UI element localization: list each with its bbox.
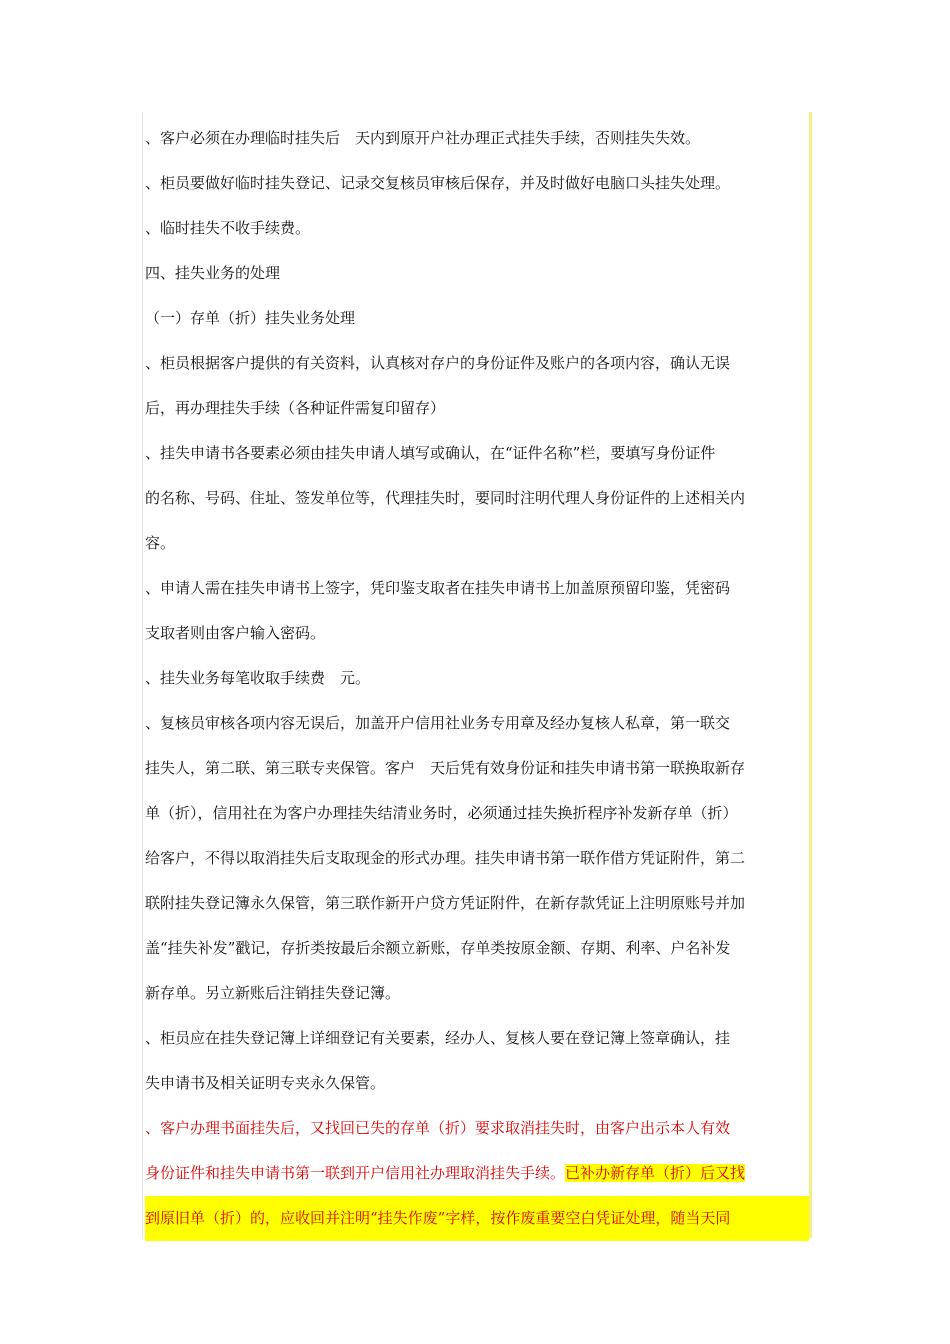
red-paragraph-line: 、客户办理书面挂失后，又找回已失的存单（折）要求取消挂失时，由客户出示本人有效	[145, 1119, 731, 1137]
paragraph-line: 的名称、号码、住址、签发单位等，代理挂失时，要同时注明代理人身份证件的上述相关内	[145, 489, 746, 507]
paragraph-line: 盖“挂失补发”戳记，存折类按最后余额立新账，存单类按原金额、存期、利率、户名补发	[145, 939, 731, 957]
paragraph-line: 、柜员根据客户提供的有关资料，认真核对存户的身份证件及账户的各项内容，确认无误	[145, 354, 731, 372]
paragraph-line: 后，再办理挂失手续（各种证件需复印留存）	[145, 399, 446, 417]
paragraph-line: 、柜员应在挂失登记簿上详细登记有关要素，经办人、复核人要在登记簿上签章确认，挂	[145, 1029, 731, 1047]
paragraph-line: 、申请人需在挂失申请书上签字，凭印鉴支取者在挂失申请书上加盖原预留印鉴，凭密码	[145, 579, 731, 597]
paragraph-line: 、挂失业务每笔收取手续费 元。	[145, 669, 371, 687]
paragraph-line: 、复核员审核各项内容无误后，加盖开户信用社业务专用章及经办复核人私章，第一联交	[145, 714, 731, 732]
paragraph-line: 、挂失申请书各要素必须由挂失申请人填写或确认，在“证件名称”栏，要填写身份证件	[145, 444, 716, 462]
paragraph-line: 给客户，不得以取消挂失后支取现金的形式办理。挂失申请书第一联作借方凭证附件，第二	[145, 849, 746, 867]
paragraph-line: 联附挂失登记簿永久保管，第三联作新开户贷方凭证附件，在新存款凭证上注明原账号并加	[145, 894, 746, 912]
paragraph-line: 单（折），信用社在为客户办理挂失结清业务时，必须通过挂失换折程序补发新存单（折）	[145, 804, 738, 822]
paragraph-line: 支取者则由客户输入密码。	[145, 624, 326, 642]
highlighted-paragraph-line: 到原旧单（折）的，应收回并注明“挂失作废”字样，按作废重要空白凭证处理，随当天同	[145, 1196, 809, 1241]
subsection-heading: （一）存单（折）挂失业务处理	[145, 309, 356, 327]
paragraph-line: 失申请书及相关证明专夹永久保管。	[145, 1074, 386, 1092]
list-item: 、柜员要做好临时挂失登记、记录交复核员审核后保存，并及时做好电脑口头挂失处理。	[145, 174, 731, 192]
list-item: 、客户必须在办理临时挂失后 天内到原开户社办理正式挂失手续，否则挂失失效。	[145, 129, 701, 147]
paragraph-line: 容。	[145, 534, 176, 552]
section-heading: 四、挂失业务的处理	[145, 264, 281, 282]
document-page	[142, 112, 811, 1238]
right-margin-rule	[809, 112, 812, 1238]
list-item: 、临时挂失不收手续费。	[145, 219, 311, 237]
paragraph-line: 挂失人，第二联、第三联专夹保管。客户 天后凭有效身份证和挂失申请书第一联换取新存	[145, 759, 746, 777]
paragraph-line: 新存单。另立新账后注销挂失登记簿。	[145, 984, 401, 1002]
red-text: 身份证件和挂失申请书第一联到开户信用社办理取消挂失手续。	[145, 1164, 566, 1182]
highlighted-text: 已补办新存单（折）后又找	[565, 1164, 746, 1182]
mixed-paragraph-line	[145, 1151, 809, 1196]
